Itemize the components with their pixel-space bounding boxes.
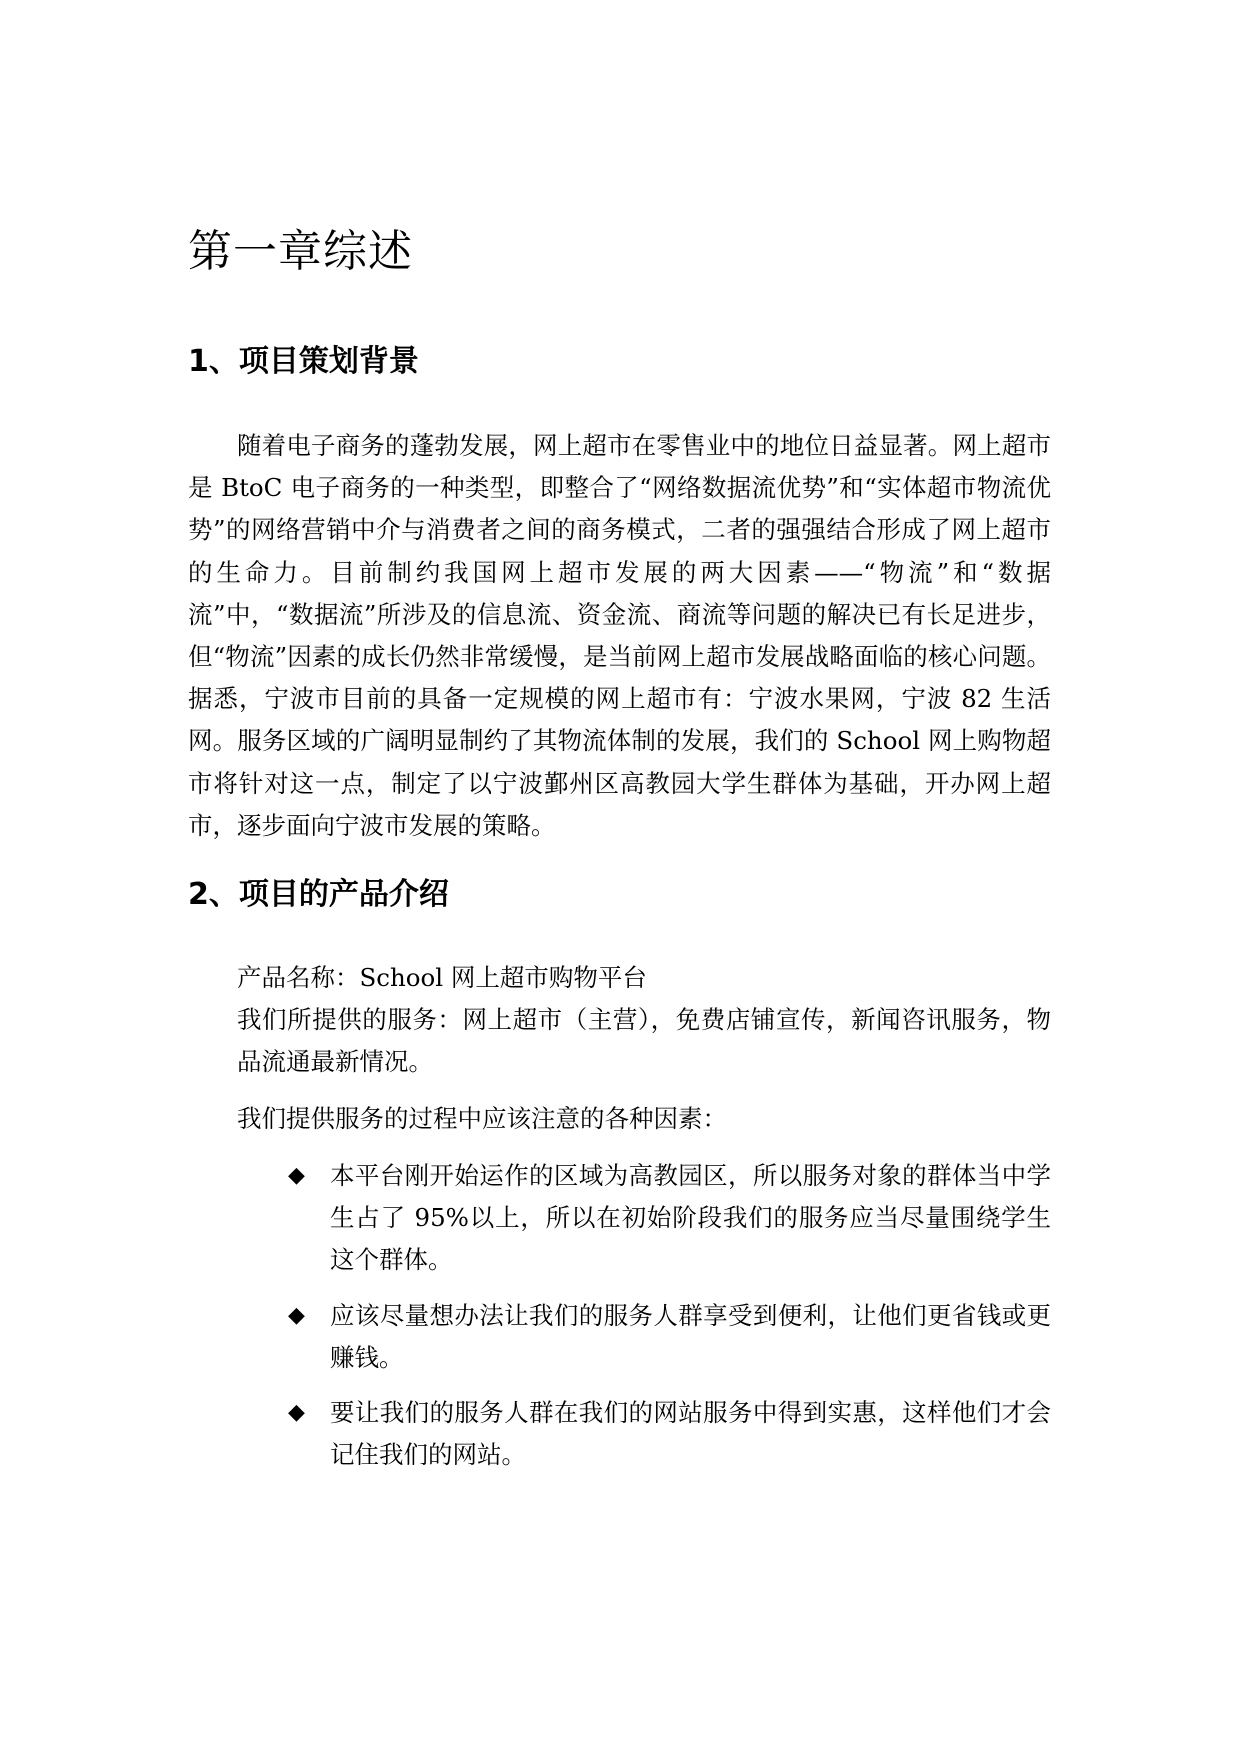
section-heading-product: 2、项目的产品介绍 [188, 877, 449, 912]
section-heading-background: 1、项目策划背景 [188, 344, 419, 379]
services-paragraph: 我们所提供的服务：网上超市（主营），免费店铺宣传，新闻咨讯服务，物品流通最新情况。 [237, 1005, 1051, 1077]
diamond-bullet-icon: ◆ [288, 1163, 305, 1188]
factor-text: 本平台刚开始运作的区域为高教园区，所以服务对象的群体当中学生占了 95%以上，所以在初始阶段我们的服务应当尽量围绕学生这个群体。 [330, 1161, 1051, 1275]
factors-intro-line: 我们提供服务的过程中应该注意的各种因素： [237, 1104, 727, 1133]
background-paragraph: 随着电子商务的蓬勃发展，网上超市在零售业中的地位日益显著。网上超市是 BtoC 电子商务的一种类型，即整合了“网络数据流优势”和“实体超市物流优势”的网络营销中介与消费者之间的商务模式，二者的强强结合形成了网上超市的生命力。目前制约我国网上超市发展的两大因素——“物流”和“数据流”中，“数据流”所涉及的信息流、资金流、商流等问题的解决已有长足进步，但“物流”因素的成长仍然非常缓慢，是当前网上超市发展战略面临的核心问题。据悉，宁波市目前的具备一定规模的网上超市有：宁波水果网，宁波 82 生活网。服务区域的广阔明显制约了其物流体制的发展，我们的 School 网上购物超市将针对这一点，制定了以宁波鄞州区高教园大学生群体为基础，开办网上超市，逐步面向宁波市发展的策略。 [188, 431, 1051, 840]
factor-text: 要让我们的服务人群在我们的网站服务中得到实惠，这样他们才会记住我们的网站。 [330, 1398, 1051, 1470]
diamond-bullet-icon: ◆ [288, 1400, 305, 1426]
list-item [288, 1295, 1051, 1379]
diamond-bullet-icon: ◆ [288, 1302, 305, 1328]
chapter-title: 第一章综述 [188, 226, 413, 277]
product-name-line: 产品名称：School 网上超市购物平台 [237, 963, 647, 992]
list-item [288, 1392, 1051, 1476]
factor-text: 应该尽量想办法让我们的服务人群享受到便利，让他们更省钱或更赚钱。 [330, 1300, 1051, 1372]
factor-list [288, 1155, 1051, 1489]
list-item [288, 1155, 1051, 1282]
